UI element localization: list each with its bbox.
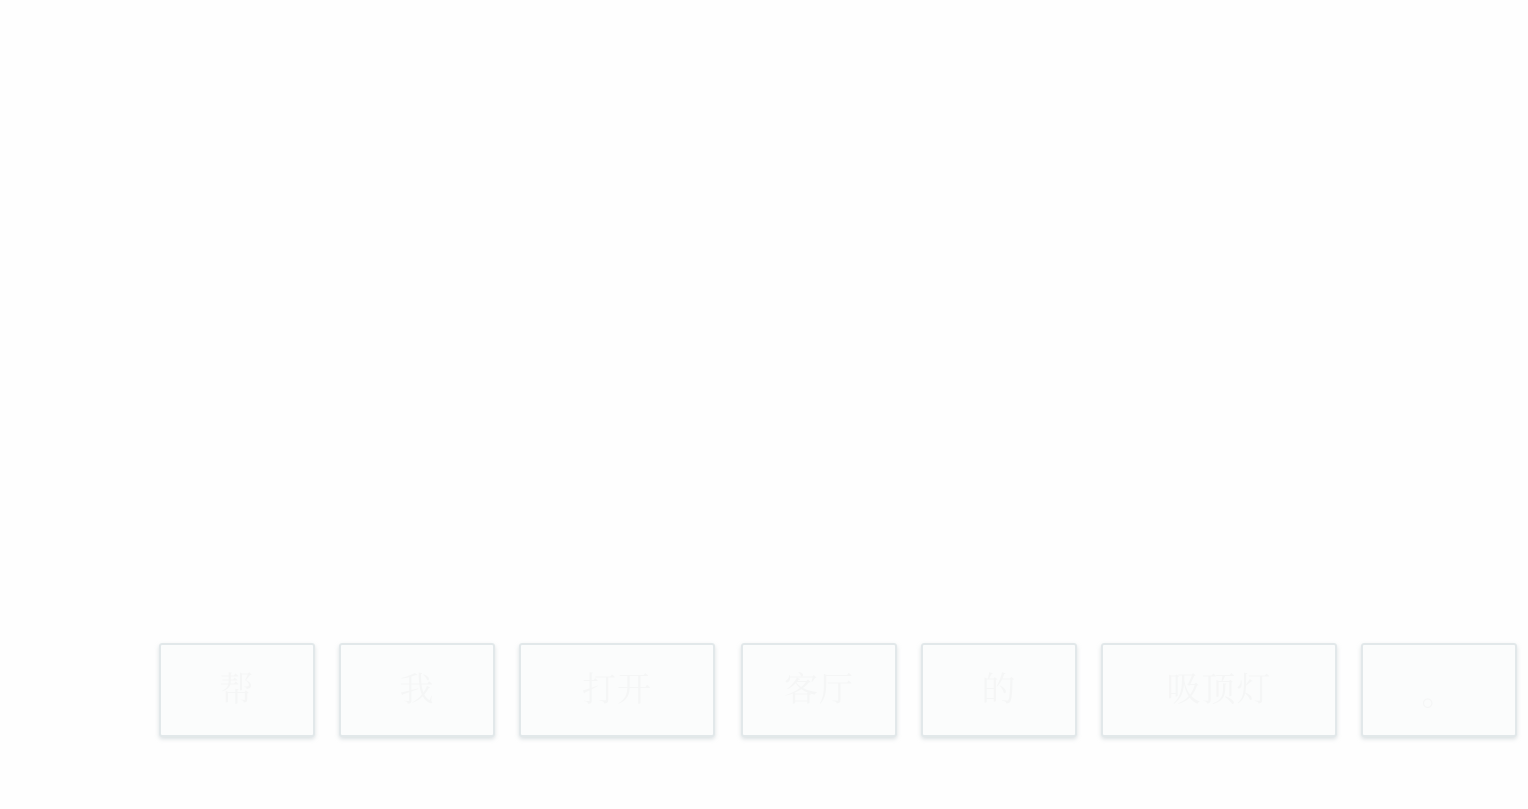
word-tile-1[interactable] xyxy=(159,643,315,737)
word-tile-label: 客厅 xyxy=(784,670,854,710)
word-tile-3[interactable] xyxy=(519,643,715,737)
word-tile-label: 打开 xyxy=(582,670,652,710)
word-tile-5[interactable] xyxy=(921,643,1077,737)
word-tile-label: 的 xyxy=(981,670,1017,710)
word-tile-4[interactable] xyxy=(741,643,897,737)
word-tile-7[interactable] xyxy=(1361,643,1517,737)
word-tile-label: 我 xyxy=(399,670,435,710)
word-tile-label: 帮 xyxy=(219,670,255,710)
word-tile-label: 。 xyxy=(1421,674,1457,714)
word-tile-6[interactable] xyxy=(1101,643,1337,737)
word-tile-label: 吸顶灯 xyxy=(1166,670,1272,710)
word-tile-2[interactable] xyxy=(339,643,495,737)
